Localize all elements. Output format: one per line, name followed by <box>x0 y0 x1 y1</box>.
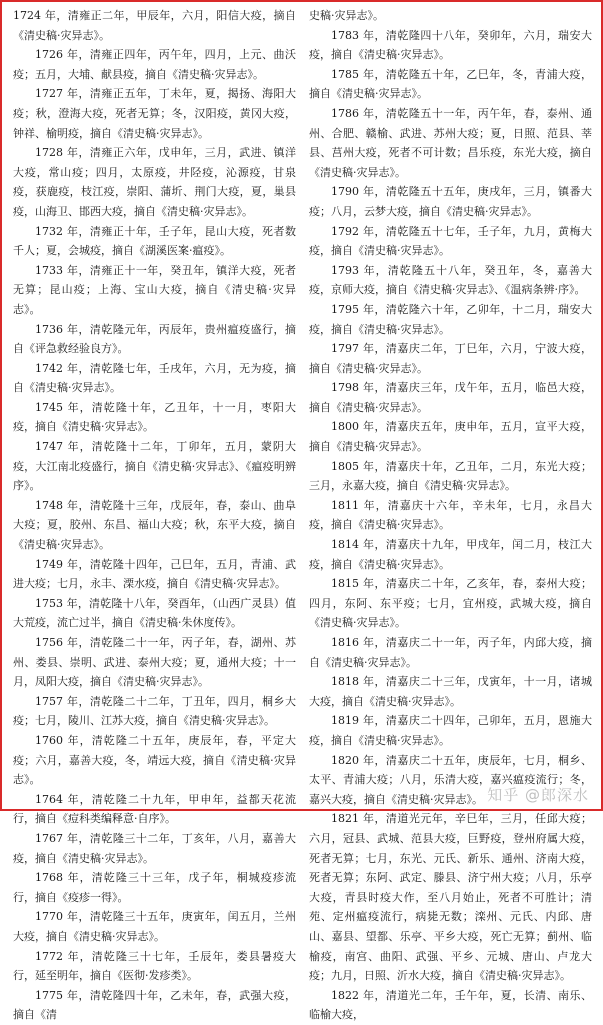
left-column <box>13 6 296 1022</box>
entry-1736: 1736 年，清乾隆元年，丙辰年，贵州瘟疫盛行，摘自《评急救经验良方》。 <box>13 322 296 356</box>
entry-1819: 1819 年，清嘉庆二十四年，己卯年，五月，恩施大疫，摘自《清史稿·灾异志》。 <box>309 714 592 747</box>
entry-1764: 1764 年，清乾隆二十九年，甲申年，益都天花流行，摘自《痘科类编释意·自序》。 <box>13 792 296 826</box>
entry-1815: 1815 年，清嘉庆二十年，乙亥年，春，泰州大疫；四月，东阿、东平疫；七月，宜州疫，武城大疫，摘自《清史稿·灾异志》。 <box>309 577 592 630</box>
entry-1756: 1756 年，清乾隆二十一年，丙子年，春，湖州、苏州、娄县、崇明、武进、泰州大疫；夏，通州大疫；十一月，凤阳大疫，摘自《清史稿·灾异志》。 <box>13 636 296 689</box>
entry-1805: 1805 年，清嘉庆十年，乙丑年，二月，东光大疫；三月，永嘉大疫，摘自《清史稿·灾异志》。 <box>309 459 592 493</box>
entry-1798: 1798 年，清嘉庆三年，戊午年，五月，临邑大疫，摘自《清史稿·灾异志》。 <box>309 381 592 414</box>
entry-1749: 1749 年，清乾隆十四年，己巳年，五月，青浦、武进大疫；七月，永丰、溧水疫，摘自《清史稿·灾异志》。 <box>13 557 296 591</box>
entry-1800: 1800 年，清嘉庆五年，庚申年，五月，宣平大疫，摘自《清史稿·灾异志》。 <box>309 420 592 454</box>
entry-1792: 1792 年，清乾隆五十七年，壬子年，九月，黄梅大疫，摘自《清史稿·灾异志》。 <box>309 224 592 258</box>
entry-1785: 1785 年，清乾隆五十年，乙巳年，冬，青浦大疫，摘自《清史稿·灾异志》。 <box>309 67 592 101</box>
entry-1786: 1786 年，清乾隆五十一年，丙午年，春，泰州、通州、合肥、赣榆、武进、苏州大疫；夏，日照、范县、莘县、莒州大疫，死者不可计数；昌乐疫，东光大疫，摘自《清史稿·灾异志》。 <box>309 106 592 179</box>
entry-1770: 1770 年，清乾隆三十五年，庚寅年，闰五月，兰州大疫，摘自《清史稿·灾异志》。 <box>13 910 296 943</box>
entry-1742: 1742 年，清乾隆七年，壬戌年，六月，无为疫，摘自《清史稿·灾异志》。 <box>13 361 296 395</box>
entry-1818: 1818 年，清嘉庆二十三年，戊寅年，十一月，诸城大疫，摘自《清史稿·灾异志》。 <box>309 675 592 708</box>
entry-1724: 1724 年，清雍正二年，甲辰年，六月，阳信大疫，摘自《清史稿·灾异志》。 <box>13 9 296 42</box>
entry-1775-continued: 史稿·灾异志》。 <box>309 9 384 22</box>
entry-1728: 1728 年，清雍正六年，戊申年，三月，武进、镇洋大疫，常山疫；四月，太原疫，井陉疫，沁源疫，甘泉疫，获鹿疫，枝江疫，崇阳、蒲圻、荆门大疫，夏，巢县疫，山海卫、邯西大疫，摘自《清史稿·灾异志》。 <box>13 146 296 218</box>
entry-1747: 1747 年，清乾隆十二年，丁卯年，五月，蒙阴大疫，大江南北疫盛行，摘自《清史稿·灾异志》、《瘟疫明辨序》。 <box>13 440 296 493</box>
entry-1793: 1793 年，清乾隆五十八年，癸丑年，冬，嘉善大疫，京师大疫，摘自《清史稿·灾异志》、《温病条辨·序》。 <box>309 263 592 297</box>
right-column <box>309 6 592 1022</box>
entry-1797: 1797 年，清嘉庆二年，丁巳年，六月，宁波大疫，摘自《清史稿·灾异志》。 <box>309 342 592 375</box>
entry-1760: 1760 年，清乾隆二十五年，庚辰年，春，平定大疫；六月，嘉善大疫，冬，靖远大疫，摘自《清史稿·灾异志》。 <box>13 733 296 787</box>
entry-1790: 1790 年，清乾隆五十五年，庚戌年，三月，镇番大疫；八月，云梦大疫，摘自《清史稿·灾异志》。 <box>309 185 592 218</box>
entry-1745: 1745 年，清乾隆十年，乙丑年，十一月，枣阳大疫，摘自《清史稿·灾异志》。 <box>13 400 296 434</box>
entry-1775: 1775 年，清乾隆四十年，乙未年，春，武强大疫，摘自《清 <box>13 988 296 1022</box>
entry-1748: 1748 年，清乾隆十三年，戊辰年，春，泰山、曲阜大疫；夏，胶州、东昌、福山大疫；秋，东平大疫，摘自《清史稿·灾异志》。 <box>13 498 296 552</box>
entry-1821: 1821 年，清道光元年，辛巳年，三月，任邱大疫；六月，冠县、武城、范县大疫，巨野疫，登州府属大疫，死者无算；七月，东光、元氏、新乐、通州、济南大疫，死者无算；东阿、武定、滕县、济宁州大疫；八月，乐亭大疫，青县时疫大作，至八月始止，死者不可胜计；清苑、定州瘟疫流行，病毙无数；滦州、元氏、内邱、唐山、嘉县、望都、乐亭、平乡大疫，死亡无算；蓟州、临榆疫，南宫、曲阳、武强、平乡、元城、唐山、卢龙大疫；九月，日照、沂水大疫，摘自《清史稿·灾异志》。 <box>309 812 592 983</box>
entry-1822: 1822 年，清道光二年，壬午年，夏，长清、南乐、临榆大疫， <box>309 988 592 1022</box>
entry-1767: 1767 年，清乾隆三十二年，丁亥年，八月，嘉善大疫，摘自《清史稿·灾异志》。 <box>13 831 296 865</box>
entry-1772: 1772 年，清乾隆三十七年，壬辰年，娄县暑疫大行，延至明年，摘自《医彻·发疹类》。 <box>13 949 296 983</box>
entry-1768: 1768 年，清乾隆三十三年，戊子年，桐城疫疹流行，摘自《疫疹一得》。 <box>13 871 296 904</box>
entry-1814: 1814 年，清嘉庆十九年，甲戌年，闰二月，枝江大疫，摘自《清史稿·灾异志》。 <box>309 538 592 571</box>
entry-1732: 1732 年，清雍正十年，壬子年，昆山大疫，死者数千人；夏，会城疫，摘自《湖溪医案·瘟疫》。 <box>13 224 296 258</box>
entry-1783: 1783 年，清乾隆四十八年，癸卯年，六月，瑞安大疫，摘自《清史稿·灾异志》。 <box>309 28 592 62</box>
entry-1811: 1811 年，清嘉庆十六年，辛未年，七月，永昌大疫，摘自《清史稿·灾异志》。 <box>309 498 592 532</box>
entry-1757: 1757 年，清乾隆二十二年，丁丑年，四月，桐乡大疫；七月，陵川、江苏大疫，摘自《清史稿·灾异志》。 <box>13 694 296 728</box>
entry-1816: 1816 年，清嘉庆二十一年，丙子年，内邱大疫，摘自《清史稿·灾异志》。 <box>309 636 592 669</box>
entry-1753: 1753 年，清乾隆十八年，癸酉年，（山西广灵县）值大荒疫，流亡过半，摘自《清史稿·朱休度传》。 <box>13 596 296 630</box>
entry-1733: 1733 年，清雍正十一年，癸丑年，镇洋大疫，死者无算；昆山疫；上海、宝山大疫，摘自《清史稿·灾异志》。 <box>13 263 296 316</box>
zhihu-watermark: 知乎 @郎深水 <box>487 786 589 804</box>
entry-1820: 1820 年，清嘉庆二十五年，庚辰年，七月，桐乡、太平、青浦大疫；八月，乐清大疫，嘉兴瘟疫流行；冬，嘉兴大疫，摘自《清史稿·灾异志》。 <box>309 753 592 806</box>
entry-1727: 1727 年，清雍正五年，丁未年，夏，揭扬、海阳大疫；秋，澄海大疫，死者无算；冬，汉阳疫，黄冈大疫，钟祥、榆明疫，摘自《清史稿·灾异志》。 <box>13 87 296 140</box>
entry-1795: 1795 年，清乾隆六十年，乙卯年，十二月，瑞安大疫，摘自《清史稿·灾异志》。 <box>309 302 592 336</box>
entry-1726: 1726 年，清雍正四年，丙午年，四月，上元、曲沃疫；五月，大埔、献县疫，摘自《清史稿·灾异志》。 <box>13 48 296 81</box>
